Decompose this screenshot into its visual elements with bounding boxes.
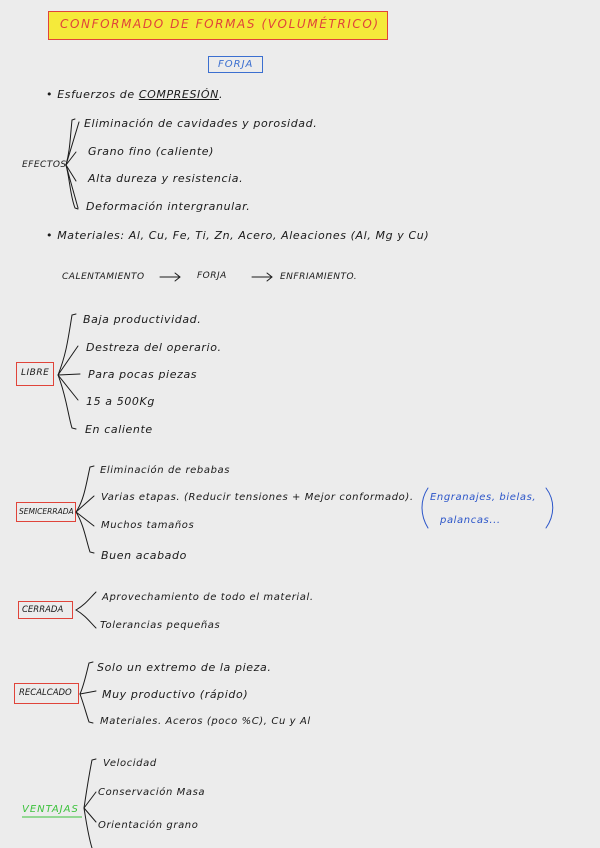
efectos-item-1: Eliminación de cavidades y porosidad. [84, 117, 318, 130]
bullet-compresion-prefix: Esfuerzos de [57, 88, 135, 101]
bullet-compresion-emphasis: COMPRESIÓN [138, 88, 219, 101]
page-title: CONFORMADO DE FORMAS (VOLUMÉTRICO) [60, 17, 380, 31]
arrow-2 [252, 273, 272, 281]
recalcado-item-3: Materiales. Aceros (poco %C), Cu y Al [100, 716, 311, 727]
ventajas-item-3: Orientación grano [98, 820, 199, 831]
semicerrada-item-1: Eliminación de rebabas [100, 465, 231, 476]
process-step-forja: FORJA [197, 271, 227, 281]
note-right-paren [546, 488, 553, 528]
libre-item-4: 15 a 500Kg [86, 395, 155, 408]
libre-item-3: Para pocas piezas [88, 368, 198, 381]
ventajas-item-1: Velocidad [103, 758, 157, 769]
cerrada-label: CERRADA [22, 605, 64, 615]
efectos-item-4: Deformación intergranular. [86, 200, 251, 213]
arrow-1 [160, 273, 180, 281]
semicerrada-label: SEMICERRADA [19, 507, 74, 516]
ventajas-item-2: Conservación Masa [98, 787, 206, 798]
semicerrada-note-line-2: palancas... [440, 515, 501, 526]
libre-label: LIBRE [21, 368, 50, 378]
semicerrada-item-2: Varias etapas. (Reducir tensiones + Mejor conformado). [101, 492, 414, 503]
libre-item-5: En caliente [85, 423, 153, 436]
note-left-paren [422, 488, 428, 528]
cerrada-item-1: Aprovechamiento de todo el material. [102, 592, 314, 603]
bullet-dot: • [46, 88, 54, 101]
process-step-calentamiento: CALENTAMIENTO [62, 272, 145, 282]
cerrada-item-2: Tolerancias pequeñas [100, 620, 221, 631]
bullet-compresion-suffix: . [218, 88, 224, 101]
page-subtitle: FORJA [218, 59, 254, 70]
semicerrada-item-4: Buen acabado [101, 549, 187, 562]
recalcado-item-1: Solo un extremo de la pieza. [97, 661, 272, 674]
ventajas-bracket [84, 759, 96, 848]
recalcado-item-2: Muy productivo (rápido) [102, 688, 249, 701]
efectos-item-2: Grano fino (caliente) [88, 145, 215, 158]
ventajas-label: VENTAJAS [22, 804, 79, 815]
semicerrada-item-3: Muchos tamaños [101, 520, 195, 531]
bullet-dot: • [46, 229, 54, 242]
efectos-label: EFECTOS [22, 160, 67, 170]
efectos-item-3: Alta dureza y resistencia. [88, 172, 244, 185]
process-step-enfriamiento: ENFRIAMIENTO. [280, 272, 358, 282]
materiales-text: Materiales: Al, Cu, Fe, Ti, Zn, Acero, Aleaciones (Al, Mg y Cu) [57, 229, 430, 242]
cerrada-bracket [76, 592, 96, 628]
libre-item-2: Destreza del operario. [86, 341, 222, 354]
semicerrada-note-line-1: Engranajes, bielas, [430, 492, 537, 503]
libre-item-1: Baja productividad. [83, 313, 202, 326]
recalcado-label: RECALCADO [19, 688, 72, 698]
